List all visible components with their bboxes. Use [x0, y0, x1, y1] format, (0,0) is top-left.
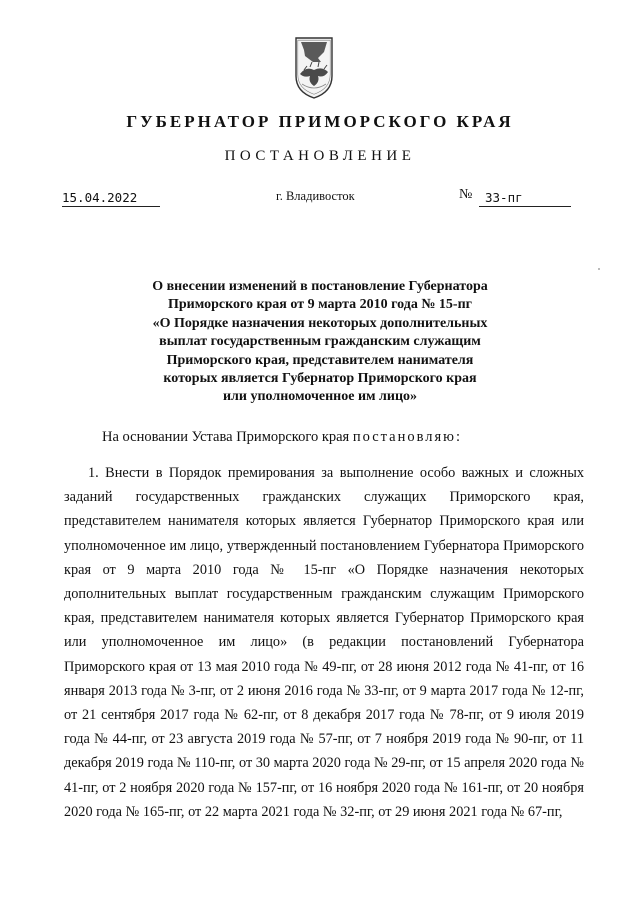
title-line: выплат государственным гражданским служащим — [159, 334, 481, 350]
preamble-text: На основании Устава Приморского края — [102, 429, 353, 445]
title-line: «О Порядке назначения некоторых дополнительных — [152, 315, 488, 331]
document-number: 33-пг — [479, 190, 571, 207]
document-date: 15.04.2022 — [62, 190, 160, 207]
document-title — [90, 278, 550, 407]
title-line: которых является Губернатор Приморского края — [163, 371, 477, 387]
document-number-label: № — [459, 187, 473, 202]
title-line: или уполномоченное им лицо» — [222, 389, 418, 405]
title-line: О внесении изменений в постановление Губернатора — [152, 279, 488, 294]
document-city: г. Владивосток — [276, 189, 355, 203]
paragraph-1: 1. Внести в Порядок премирования за выполнение особо важных и сложных заданий государственных гражданских служащих Приморского края, представителем нанимателя которых является Губернатор Приморского края или уполномоченное им лицо, утвержденный постановлением Губернатора Приморского края от 9 марта 2010 года № 15-пг «О Порядке назначения некоторых дополнительных выплат государственным гражданским служащим Приморского края, представителем нанимателя которых является Губернатор Приморского края или уполномоченное им лицо» (в редакции постановлений Губернатора Приморского края от 13 мая 2010 года № 49-пг, от 28 июня 2012 года № 41-пг, от 16 января 2013 года № 3-пг, от 2 июня 2016 года № 33-пг, от 9 марта 2017 года № 12-пг, от 21 сентября 2017 года № 62-пг, от 8 декабря 2017 года № 78-пг, от 9 июля 2019 года № 44-пг, от 23 августа 2019 года № 57-пг, от 7 ноября 2019 года № 90-пг, от 11 декабря 2019 года № 110-пг, от 30 марта 2020 года № 29-пг, от 15 апреля 2020 года № 41-пг, от 2 ноября 2020 года № 157-пг, от 16 ноября 2020 года № 161-пг, от 20 ноября 2020 года № 165-пг, от 22 марта 2021 года № 32-пг, от 29 июня 2021 года № 67-пг, — [64, 465, 584, 820]
document-type: ПОСТАНОВЛЕНИЕ — [224, 148, 416, 164]
scan-dot — [598, 268, 600, 270]
title-line: Приморского края, представителем нанимателя — [166, 352, 474, 368]
coat-of-arms-emblem — [290, 36, 338, 100]
preamble — [102, 428, 462, 446]
issuing-authority: ГУБЕРНАТОР ПРИМОРСКОГО КРАЯ — [126, 112, 514, 131]
preamble-decree-word: постановляю: — [352, 429, 463, 445]
title-line: Приморского края от 9 марта 2010 года № 15-пг — [167, 297, 473, 313]
